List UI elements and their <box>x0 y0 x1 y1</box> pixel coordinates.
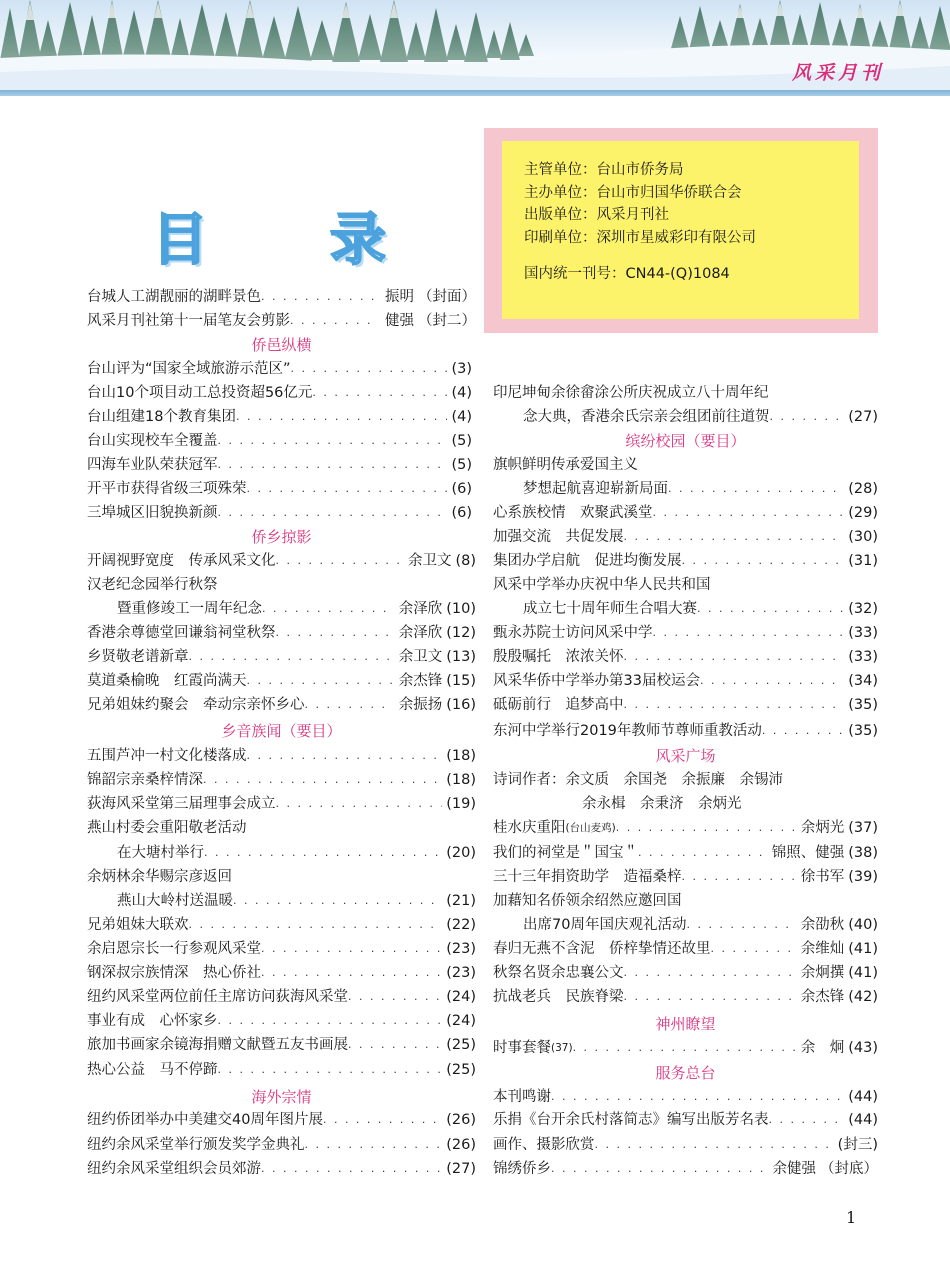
toc-entry[interactable] <box>87 285 476 309</box>
section-heading: 海外宗情 <box>251 1088 312 1106</box>
toc-entry[interactable] <box>493 693 878 717</box>
entry-note: (台山麦鸡) <box>565 822 616 834</box>
entry-author: 余炯撰 <box>800 965 845 981</box>
entry-title: 梦想起航喜迎崭新局面 <box>523 481 668 497</box>
entry-title: 热心公益 马不停蹄 <box>87 1062 218 1078</box>
entry-page: (31) <box>848 553 878 569</box>
entry-title: 风采华侨中学举办第33届校运会 <box>493 673 700 689</box>
entry-title: 兄弟姐妹约聚会 牵动宗亲怀乡心 <box>87 697 305 713</box>
entry-page: (23) <box>446 965 476 981</box>
entry-title: 旅加书画家余镜海捐赠文献暨五友书画展 <box>87 1037 348 1053</box>
entry-title: 集团办学启航 促进均衡发展 <box>493 553 682 569</box>
entry-title: 钢深叔宗族情深 热心侨社 <box>87 965 261 981</box>
toc-entry[interactable] <box>87 669 476 693</box>
toc-entry[interactable] <box>523 477 878 501</box>
toc-heading-char-2: 录 <box>330 208 386 273</box>
toc-entry[interactable] <box>87 405 472 429</box>
toc-entry[interactable] <box>87 693 476 717</box>
entry-page: (44) <box>848 1112 878 1128</box>
entry-page: (33) <box>848 649 878 665</box>
entry-page: (21) <box>446 893 476 909</box>
banner-stripe <box>0 90 950 96</box>
entry-page: (19) <box>446 796 476 812</box>
entry-page: (25) <box>446 1037 476 1053</box>
toc-entry[interactable] <box>493 549 878 573</box>
entry-title: 殷殷嘱托 浓浓关怀 <box>493 649 624 665</box>
entry-title: 三埠城区旧貌换新颜 <box>87 505 218 521</box>
toc-entry[interactable] <box>493 501 878 525</box>
toc-entry[interactable] <box>87 501 472 525</box>
entry-title: 香港余尊德堂回谦翁祠堂秋祭 <box>87 625 276 641</box>
toc-entry[interactable] <box>493 1108 878 1132</box>
toc-entry[interactable] <box>117 841 476 865</box>
entry-page: (33) <box>848 625 878 641</box>
entry-author: 振明 <box>385 289 414 305</box>
entry-title: 成立七十周年师生合唱大赛 <box>523 601 697 617</box>
toc-entry[interactable] <box>523 913 878 937</box>
entry-author: 余卫文 <box>407 553 452 569</box>
entry-page: (44) <box>848 1089 878 1105</box>
entry-title: 锦韶宗亲桑梓情深 <box>87 772 203 788</box>
entry-page: (4) <box>451 385 472 401</box>
poets-list: 诗词作者：余文质 余国尧 余振廉 余锡沛 <box>493 772 783 788</box>
section-heading: 缤纷校园（要目） <box>625 432 746 450</box>
entry-title: 春归无燕不含泥 侨梓挚情还故里 <box>493 941 711 957</box>
entry-title: 乡贤敬老谱新章 <box>87 649 189 665</box>
entry-page: (6) <box>451 505 472 521</box>
entry-page: (13) <box>446 649 476 665</box>
entry-title: 秋祭名贤余忠襄公文 <box>493 965 624 981</box>
entry-page: (4) <box>451 409 472 425</box>
entry-title: 念大典，香港余氏宗亲会组团前往道贺 <box>523 409 770 425</box>
toc-entry[interactable] <box>523 597 878 621</box>
entry-page: (42) <box>848 989 878 1005</box>
entry-page: (20) <box>446 845 476 861</box>
toc-heading-char-1: 目 <box>152 208 208 273</box>
entry-page: (16) <box>446 697 476 713</box>
entry-title: 台山评为“国家全域旅游示范区” <box>87 361 291 377</box>
toc-entry[interactable] <box>493 645 878 669</box>
entry-page: (28) <box>848 481 878 497</box>
toc-entry[interactable] <box>87 961 476 985</box>
entry-author: 徐书军 <box>800 869 845 885</box>
toc-entry[interactable] <box>87 1058 476 1082</box>
info-line-printer: 印刷单位：深圳市星威彩印有限公司 <box>524 229 756 246</box>
toc-entry[interactable] <box>493 816 878 840</box>
entry-title: 纽约风采堂两位前任主席访问荻海风采堂 <box>87 989 348 1005</box>
entry-title: 加强交流 共促发展 <box>493 529 624 545</box>
entry-page: (5) <box>451 433 472 449</box>
entry-title: 暨重修竣工一周年纪念 <box>117 601 262 617</box>
entry-page: (10) <box>446 601 476 617</box>
section-heading: 风采广场 <box>655 747 716 765</box>
entry-author: 余卫文 <box>398 649 443 665</box>
toc-entry[interactable] <box>493 1133 878 1157</box>
entry-page: (41) <box>848 941 878 957</box>
section-heading: 神州瞭望 <box>655 1015 716 1033</box>
entry-page: (18) <box>446 748 476 764</box>
toc-entry[interactable] <box>87 937 476 961</box>
entry-title: 纽约侨团举办中美建交40周年图片展 <box>87 1112 323 1128</box>
entry-title: 开阔视野宽度 传承风采文化 <box>87 553 276 569</box>
entry-page: (24) <box>446 1013 476 1029</box>
entry-page: (38) <box>848 845 878 861</box>
entry-page: (6) <box>451 481 472 497</box>
toc-entry[interactable] <box>117 597 476 621</box>
entry-author: 健强 <box>385 313 414 329</box>
entry-title-line1: 旗帜鲜明传承爱国主义 <box>493 457 638 473</box>
entry-title: 乐捐《台开余氏村落简志》编写出版芳名表 <box>493 1112 769 1128</box>
entry-title: 纽约余风采堂举行颁发奖学金典礼 <box>87 1137 305 1153</box>
entry-title: 本刊鸣谢 <box>493 1089 551 1105</box>
entry-title: 四海车业队荣获冠军 <box>87 457 218 473</box>
entry-title: 画作、摄影欣赏 <box>493 1137 595 1153</box>
toc-entry[interactable] <box>493 719 878 743</box>
toc-entry[interactable] <box>87 1033 476 1057</box>
entry-title: 荻海风采堂第三届理事会成立 <box>87 796 276 812</box>
page-number: 1 <box>846 1208 857 1227</box>
toc-entry[interactable] <box>87 1157 476 1181</box>
toc-entry[interactable] <box>87 429 472 453</box>
toc-entry[interactable] <box>87 309 476 333</box>
entry-title-line1: 汉老纪念园举行秋祭 <box>87 577 218 593</box>
entry-page: (39) <box>848 869 878 885</box>
info-line-sponsor: 主办单位：台山市归国华侨联合会 <box>524 184 742 201</box>
entry-title: 台山实现校车全覆盖 <box>87 433 218 449</box>
toc-entry[interactable] <box>493 985 878 1009</box>
toc-entry[interactable] <box>493 669 878 693</box>
entry-page: (32) <box>848 601 878 617</box>
entry-title: 兄弟姐妹大联欢 <box>87 917 189 933</box>
entry-author: 余杰锋 <box>398 673 443 689</box>
publication-info-inner <box>502 141 859 319</box>
toc-entry[interactable] <box>87 645 476 669</box>
magazine-name: 风采月刊 <box>791 62 884 84</box>
entry-title: 抗战老兵 民族脊梁 <box>493 989 624 1005</box>
toc-entry[interactable] <box>493 961 878 985</box>
toc-entry[interactable] <box>87 768 476 792</box>
entry-author: 锦照、健强 <box>771 845 845 861</box>
entry-title: 在大塘村举行 <box>117 845 204 861</box>
toc-entry[interactable] <box>87 1133 476 1157</box>
entry-page: (35) <box>848 723 878 739</box>
toc-entry[interactable] <box>87 549 476 573</box>
section-heading: 服务总台 <box>655 1064 716 1082</box>
entry-author: 余劭秋 <box>800 917 845 933</box>
entry-page: (26) <box>446 1137 476 1153</box>
poets-list-cont: 余永楫 余秉济 余炳光 <box>582 796 742 812</box>
entry-page: (22) <box>446 917 476 933</box>
section-heading: 侨乡掠影 <box>251 528 312 546</box>
entry-author: 余维灿 <box>800 941 845 957</box>
entry-page: (8) <box>455 553 476 569</box>
toc-entry[interactable] <box>493 1036 878 1060</box>
entry-page: (封三) <box>837 1137 878 1153</box>
entry-title: 时事套餐 <box>493 1040 551 1056</box>
entry-page: (5) <box>451 457 472 473</box>
entry-page: (26) <box>446 1112 476 1128</box>
entry-title: 砥砺前行 追梦高中 <box>493 697 624 713</box>
entry-title-line1: 印尼坤甸余徐畲涂公所庆祝成立八十周年纪 <box>493 385 769 401</box>
entry-title: 纽约余风采堂组织会员郊游 <box>87 1161 261 1177</box>
entry-author: 余泽欣 <box>398 625 443 641</box>
entry-page: (34) <box>848 673 878 689</box>
toc-entry[interactable] <box>87 357 472 381</box>
toc-entry[interactable] <box>87 381 472 405</box>
toc-entry[interactable] <box>523 405 878 429</box>
entry-page: (3) <box>451 361 472 377</box>
entry-page: (24) <box>446 989 476 1005</box>
entry-page: (25) <box>446 1062 476 1078</box>
toc-entry[interactable] <box>493 937 878 961</box>
entry-title: 出席70周年国庆观礼活动 <box>523 917 687 933</box>
entry-page: (15) <box>446 673 476 689</box>
toc-entry[interactable] <box>493 1157 878 1181</box>
entry-page: (41) <box>848 965 878 981</box>
entry-author: 余泽欣 <box>398 601 443 617</box>
toc-entry[interactable] <box>87 985 476 1009</box>
entry-page: (27) <box>446 1161 476 1177</box>
entry-page: (23) <box>446 941 476 957</box>
section-heading: 乡音族闻（要目） <box>221 722 342 740</box>
entry-title: 台城人工湖靓丽的湖畔景色 <box>87 289 261 305</box>
entry-author: 余健强 <box>772 1161 816 1177</box>
entry-title: 三十三年捐资助学 造福桑梓 <box>493 869 682 885</box>
toc-entry[interactable] <box>493 621 878 645</box>
info-line-supervisor: 主管单位：台山市侨务局 <box>524 162 684 178</box>
entry-page: (12) <box>446 625 476 641</box>
entry-page: (35) <box>848 697 878 713</box>
entry-title: 余启恩宗长一行参观风采堂 <box>87 941 261 957</box>
publication-info-box <box>484 128 878 333</box>
toc-entry[interactable] <box>117 889 476 913</box>
info-line-publisher: 出版单位：风采月刊社 <box>524 207 669 223</box>
entry-title-line1: 余炳林余华赐宗彦返回 <box>87 869 232 885</box>
entry-page: (29) <box>848 505 878 521</box>
entry-page: (37) <box>848 820 878 836</box>
entry-title: 莫道桑榆晚 红霞尚满天 <box>87 673 247 689</box>
entry-page: (43) <box>848 1040 878 1056</box>
toc-entry[interactable] <box>493 865 878 889</box>
entry-page: (18) <box>446 772 476 788</box>
info-issn: 国内统一刊号：CN44-(Q)1084 <box>524 266 730 282</box>
entry-author: 余杰锋 <box>800 989 845 1005</box>
entry-title: 桂水庆重阳 <box>493 820 566 836</box>
entry-page: (30) <box>848 529 878 545</box>
toc-entry[interactable] <box>87 1009 476 1033</box>
entry-title: 心系族校情 欢聚武溪堂 <box>493 505 653 521</box>
toc-entry[interactable] <box>87 1108 476 1132</box>
toc-entry[interactable] <box>493 841 878 865</box>
entry-title: 风采月刊社第十一届笔友会剪影 <box>87 313 290 329</box>
entry-title: 东河中学举行2019年教师节尊师重教活动 <box>493 723 762 739</box>
entry-page: （封二） <box>418 313 476 329</box>
entry-title: 台山10个项目动工总投资超56亿元 <box>87 385 313 401</box>
toc-entry[interactable] <box>87 744 476 768</box>
toc-entry[interactable] <box>493 1085 878 1109</box>
entry-title: 台山组建18个教育集团 <box>87 409 236 425</box>
toc-entry[interactable] <box>87 621 476 645</box>
entry-title-line1: 加藉知名侨领余绍然应邀回国 <box>493 893 682 909</box>
entry-title: 我们的祠堂是＂国宝＂ <box>493 845 638 861</box>
toc-entry[interactable] <box>87 792 476 816</box>
entry-page: （封面） <box>418 289 476 305</box>
entry-title: 锦绣侨乡 <box>493 1161 551 1177</box>
entry-title-line1: 风采中学举办庆祝中华人民共和国 <box>493 577 711 593</box>
entry-author: 余 炯 <box>800 1040 845 1056</box>
entry-page: (27) <box>848 409 878 425</box>
entry-note: (37) <box>551 1042 573 1054</box>
section-heading: 侨邑纵横 <box>251 336 312 354</box>
toc-entry[interactable] <box>87 477 472 501</box>
entry-title: 开平市获得省级三项殊荣 <box>87 481 247 497</box>
entry-title: 事业有成 心怀家乡 <box>87 1013 218 1029</box>
toc-entry[interactable] <box>87 913 476 937</box>
toc-entry[interactable] <box>87 453 472 477</box>
entry-title: 燕山大岭村送温暖 <box>117 893 233 909</box>
entry-author: 余炳光 <box>800 820 845 836</box>
toc-entry[interactable] <box>493 525 878 549</box>
entry-title: 甄永苏院士访问风采中学 <box>493 625 653 641</box>
entry-title-line1: 燕山村委会重阳敬老活动 <box>87 820 247 836</box>
entry-page: (40) <box>848 917 878 933</box>
entry-author: 余振扬 <box>398 697 443 713</box>
entry-title: 五围芦冲一村文化楼落成 <box>87 748 247 764</box>
entry-page: （封底） <box>820 1161 878 1177</box>
